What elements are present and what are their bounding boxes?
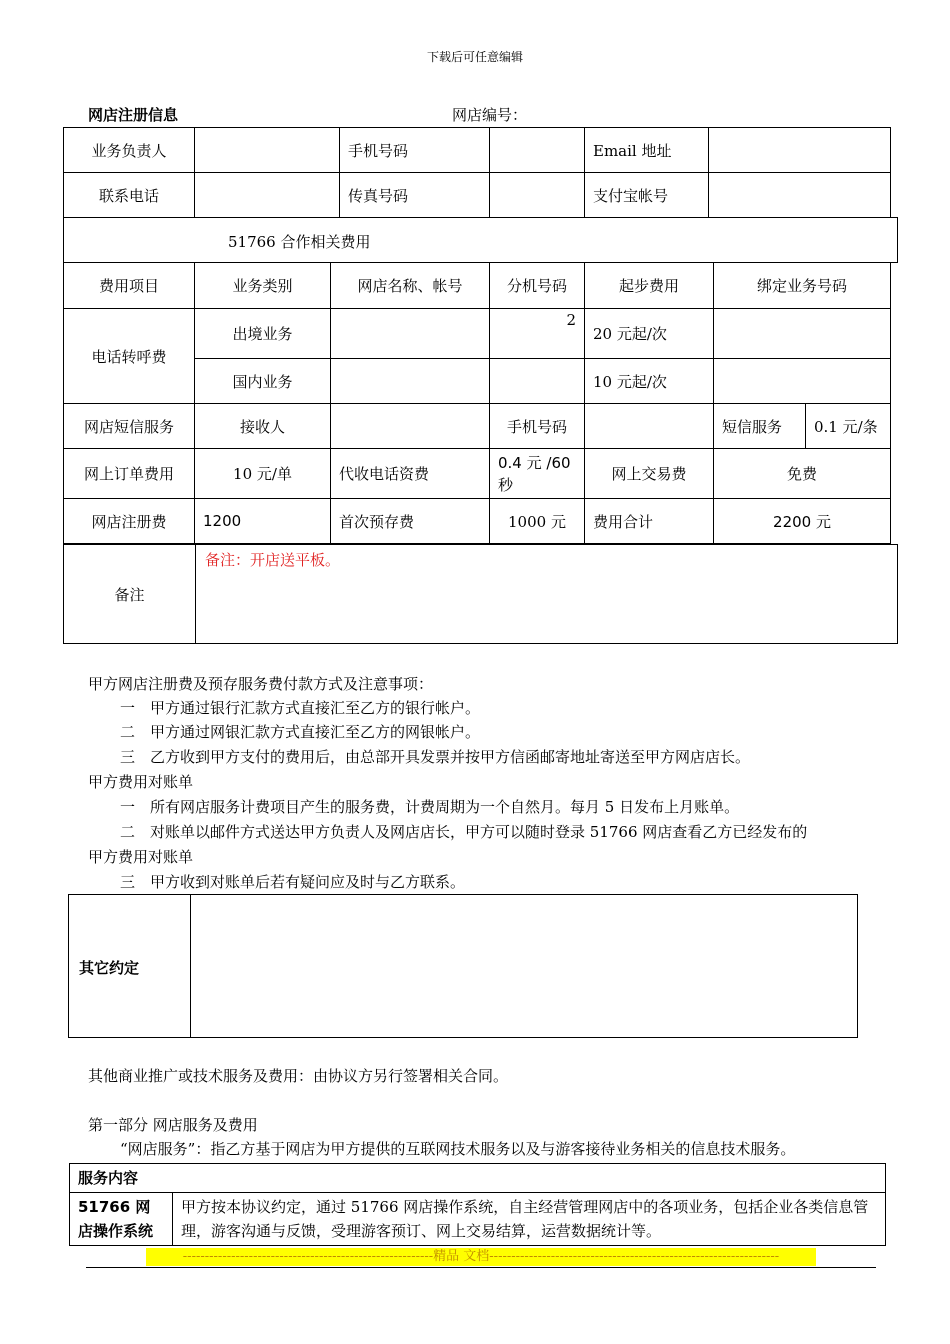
bill-item-2-cont: 甲方费用对账单 xyxy=(88,848,194,866)
cell-mobile-label: 手机号码 xyxy=(340,128,490,173)
cell-email-label: Email 地址 xyxy=(585,128,709,173)
order-fee-price: 10 元/单 xyxy=(195,449,331,499)
collect-label: 代收电话资费 xyxy=(331,449,490,499)
sms-phone-label: 手机号码 xyxy=(490,404,585,449)
cell-owner-label: 业务负责人 xyxy=(64,128,195,173)
fee-header-start: 起步费用 xyxy=(585,263,714,309)
call-start-outbound: 20 元起/次 xyxy=(585,309,714,359)
payment-item-2: 二 甲方通过网银汇款方式直接汇至乙方的网银帐户。 xyxy=(120,723,481,741)
service-header: 服务内容 xyxy=(70,1164,886,1193)
register-fee-label: 网店注册费 xyxy=(64,499,195,544)
call-category-outbound: 出境业务 xyxy=(195,309,331,359)
cell-owner-value[interactable] xyxy=(195,128,340,173)
remark-content[interactable]: 备注：开店送平板。 xyxy=(205,551,341,569)
call-fee-label: 电话转呼费 xyxy=(64,309,195,404)
footer-divider xyxy=(86,1267,876,1268)
total-label: 费用合计 xyxy=(585,499,714,544)
fee-title-row xyxy=(63,217,898,263)
service-row-content: 甲方按本协议约定，通过 51766 网店操作系统，自主经营管理网店中的各项业务，包括企业各类信息管理，游客沟通与反馈，受理游客预订、网上交易结算，运营数据统计等。 xyxy=(173,1193,886,1246)
bill-title: 甲方费用对账单 xyxy=(88,773,194,791)
total-value: 2200 元 xyxy=(714,499,891,544)
register-fee-value: 1200 xyxy=(195,499,331,544)
fee-header-category: 业务类别 xyxy=(195,263,331,309)
section-title: 网店注册信息 xyxy=(88,106,179,124)
call-bind-domestic[interactable] xyxy=(714,359,891,404)
payment-title: 甲方网店注册费及预存服务费付款方式及注意事项： xyxy=(88,675,434,693)
call-ext-domestic[interactable] xyxy=(490,359,585,404)
fee-header-item: 费用项目 xyxy=(64,263,195,309)
bill-item-2: 二 对账单以邮件方式送达甲方负责人及网店店长，甲方可以随时登录 51766 网店查看乙方已经发布的 xyxy=(120,823,808,841)
cell-alipay-value[interactable] xyxy=(709,173,891,218)
sms-service-label: 短信服务 xyxy=(714,404,806,449)
footer-banner: ---------------------------------------------------------精品 文档------------------------------------------------------------------ xyxy=(146,1248,816,1266)
call-ext-outbound[interactable]: 2 xyxy=(490,309,585,359)
order-fee-label: 网上订单费用 xyxy=(64,449,195,499)
other-business-text: 其他商业推广或技术服务及费用：由协议方另行签署相关合同。 xyxy=(88,1067,509,1085)
sms-receiver-label: 接收人 xyxy=(195,404,331,449)
fee-title: 51766 合作相关费用 xyxy=(228,233,371,251)
sms-price: 0.1 元/条 xyxy=(806,404,891,449)
sms-phone-value[interactable] xyxy=(585,404,714,449)
part1-title: 第一部分 网店服务及费用 xyxy=(88,1116,258,1134)
call-start-domestic: 10 元起/次 xyxy=(585,359,714,404)
sms-label: 网店短信服务 xyxy=(64,404,195,449)
trade-fee-price: 免费 xyxy=(714,449,891,499)
bill-item-1: 一 所有网店服务计费项目产生的服务费，计费周期为一个自然月。每月 5 日发布上月账单。 xyxy=(120,798,740,816)
fee-header-ext: 分机号码 xyxy=(490,263,585,309)
cell-email-value[interactable] xyxy=(709,128,891,173)
other-agreement-table xyxy=(68,894,858,1038)
payment-item-1: 一 甲方通过银行汇款方式直接汇至乙方的银行帐户。 xyxy=(120,699,481,717)
cell-alipay-label: 支付宝帐号 xyxy=(585,173,709,218)
cell-phone-label: 联系电话 xyxy=(64,173,195,218)
remark-label: 备注 xyxy=(64,545,196,643)
fee-header-shop: 网店名称、帐号 xyxy=(331,263,490,309)
header-note: 下载后可任意编辑 xyxy=(426,50,523,64)
call-bind-outbound[interactable] xyxy=(714,309,891,359)
shop-number-label: 网店编号： xyxy=(452,106,528,124)
part1-description: “网店服务”：指乙方基于网店为甲方提供的互联网技术服务以及与游客接待业务相关的信息技术服务。 xyxy=(120,1140,796,1158)
service-table xyxy=(69,1163,886,1246)
call-shop-outbound[interactable] xyxy=(331,309,490,359)
other-label-cell xyxy=(69,895,191,1037)
payment-item-3: 三 乙方收到甲方支付的费用后，由总部开具发票并按甲方信函邮寄地址寄送至甲方网店店长。 xyxy=(120,748,751,766)
other-label: 其它约定 xyxy=(79,959,140,977)
bill-item-3: 三 甲方收到对账单后若有疑问应及时与乙方联系。 xyxy=(120,873,466,891)
other-content[interactable] xyxy=(191,895,857,1037)
remark-box xyxy=(63,544,898,644)
cell-phone-value[interactable] xyxy=(195,173,340,218)
service-row-label: 51766 网店操作系统 xyxy=(70,1193,173,1246)
prepay-value: 1000 元 xyxy=(490,499,585,544)
cell-fax-label: 传真号码 xyxy=(340,173,490,218)
prepay-label: 首次预存费 xyxy=(331,499,490,544)
registration-table xyxy=(63,127,891,218)
cell-fax-value[interactable] xyxy=(490,173,585,218)
trade-fee-label: 网上交易费 xyxy=(585,449,714,499)
collect-price: 0.4 元 /60 秒 xyxy=(490,449,585,499)
fee-table xyxy=(63,262,891,544)
sms-receiver-value[interactable] xyxy=(331,404,490,449)
fee-header-bind: 绑定业务号码 xyxy=(714,263,891,309)
call-shop-domestic[interactable] xyxy=(331,359,490,404)
cell-mobile-value[interactable] xyxy=(490,128,585,173)
call-category-domestic: 国内业务 xyxy=(195,359,331,404)
